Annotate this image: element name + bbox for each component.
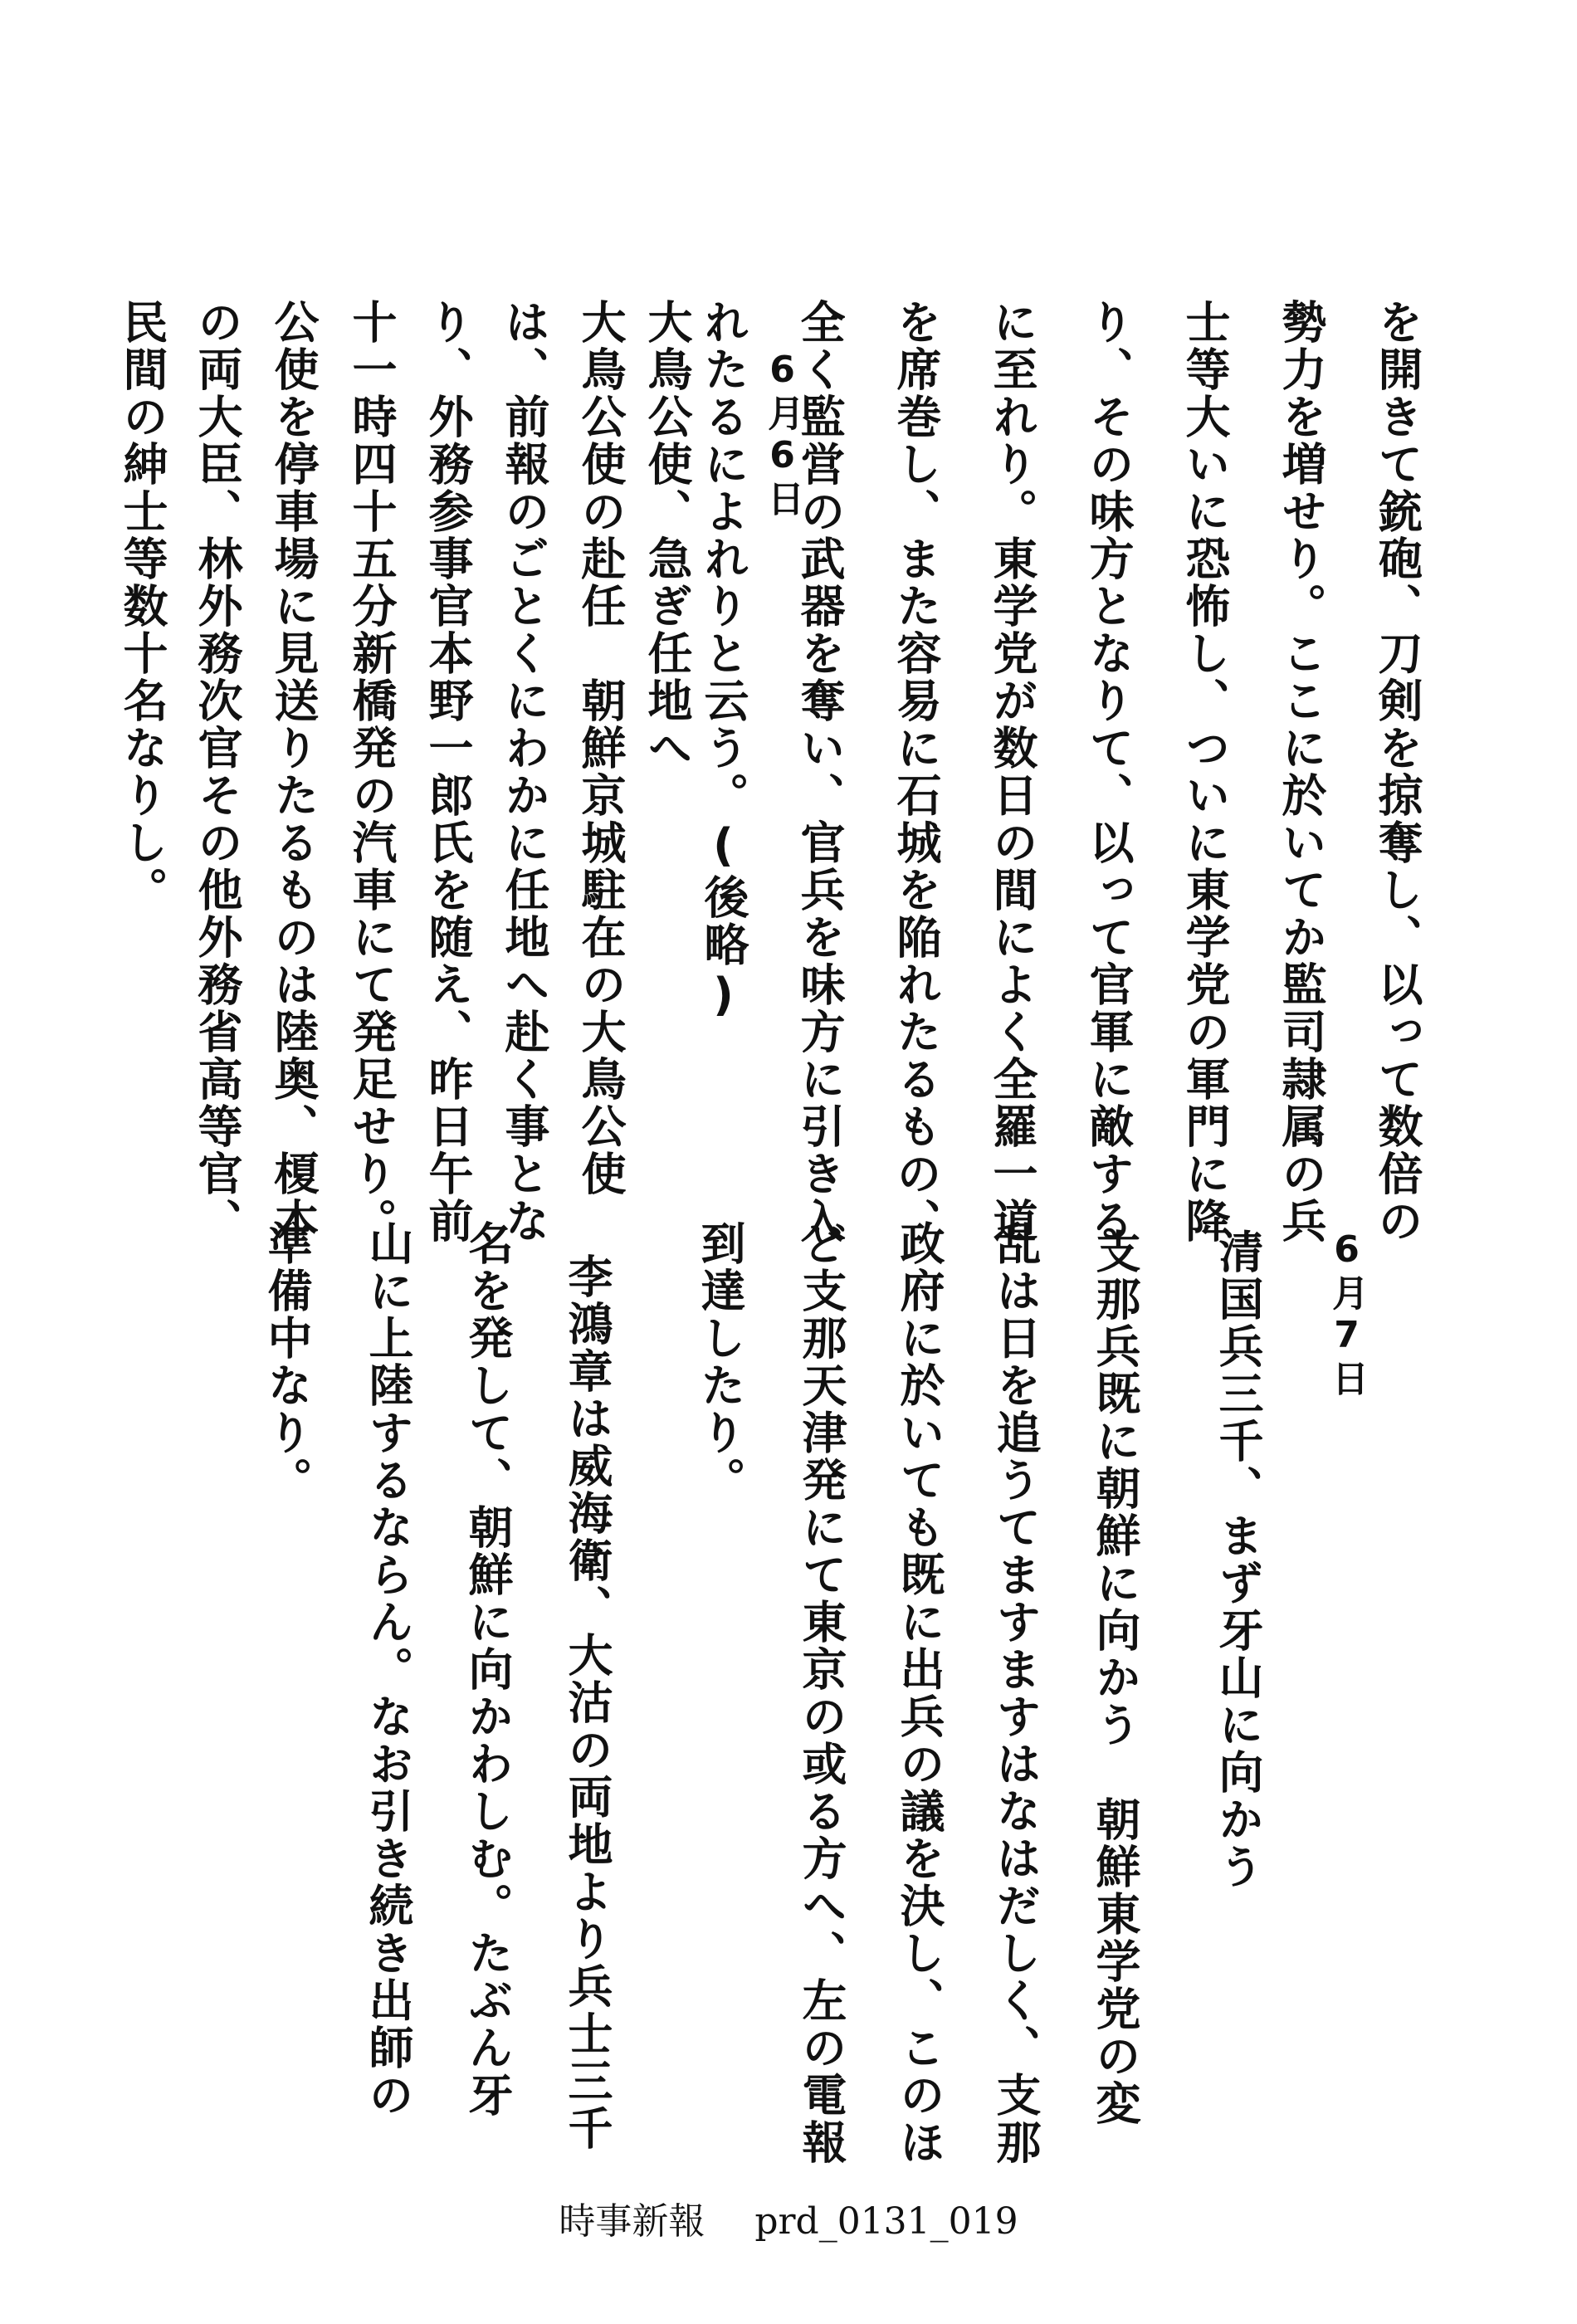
upper-line-8: れたるによれりと云う。(後略) xyxy=(697,299,749,1023)
june6-line-6: の両大臣、林外務次官その他外務省高等官、 xyxy=(191,299,243,1245)
date-june-7: 6月7日 xyxy=(1326,1228,1368,1399)
june7-headline: 清国兵三千、まず牙山に向かう xyxy=(1212,1228,1264,1891)
upper-line-6: を席巻し、また容易に石城を陥れたるもの、 xyxy=(890,299,942,1245)
june7-line-6: 李鴻章は威海衛、大沽の両地より兵士三千 xyxy=(561,1253,613,2152)
upper-line-1: を開きて銃砲、刀剣を掠奪し、以って数倍の xyxy=(1371,299,1423,1245)
upper-line-4: り、その味方となりて、以って官軍に敵する xyxy=(1082,299,1135,1245)
upper-line-5: に至れり。東学党が数日の間によく全羅一道 xyxy=(986,299,1038,1245)
june7-line-5: 到達したり。 xyxy=(694,1220,746,1504)
june6-headline: 大鳥公使、急ぎ任地へ xyxy=(641,299,693,772)
june6-line-5: 公使を停車場に見送りたるものは陸奥、榎本 xyxy=(267,299,320,1245)
june7-line-7: 名を発して、朝鮮に向かわしむ。たぶん牙 xyxy=(461,1220,514,2119)
upper-line-7: 全く監営の武器を奪い、官兵を味方に引き入 xyxy=(793,299,846,1245)
june6-line-2: は、前報のごとくにわかに任地へ赴く事とな xyxy=(498,299,550,1245)
june6-line-7: 民間の紳士等数十名なりし。 xyxy=(116,299,168,914)
upper-line-2: 勢力を増せり。ここに於いてか監司隷属の兵 xyxy=(1275,299,1327,1245)
june7-line-8: 山に上陸するならん。なお引き続き出師の xyxy=(362,1220,414,2119)
footer-source: 時事新報 xyxy=(559,2200,706,2243)
june7-line-3: 政府に於いても既に出兵の議を決し、このほ xyxy=(893,1220,945,2166)
june7-line-9: 準備中なり。 xyxy=(261,1220,313,1504)
june6-line-4: 十一時四十五分新橋発の汽車にて発足せり。 xyxy=(345,299,398,1245)
june7-line-2: 乱は日を追うてますますはなはだしく、支那 xyxy=(989,1220,1042,2166)
june6-line-1: 大鳥公使の赴任 朝鮮京城駐在の大鳥公使 xyxy=(574,299,627,1198)
upper-line-3: 士等大いに恐怖し、ついに東学党の軍門に降 xyxy=(1179,299,1231,1245)
footer-page-id: prd_0131_019 xyxy=(754,2200,1018,2243)
june7-line-1: 支那兵既に朝鮮に向かう 朝鮮東学党の変 xyxy=(1089,1228,1141,2127)
page-footer xyxy=(0,2191,1577,2244)
june7-line-4: ど支那天津発にて東京の或る方へ、左の電報 xyxy=(795,1220,847,2166)
june6-line-3: り、外務参事官本野一郎氏を随え、昨日午前 xyxy=(422,299,474,1245)
date-june-6: 6月6日 xyxy=(761,349,803,520)
